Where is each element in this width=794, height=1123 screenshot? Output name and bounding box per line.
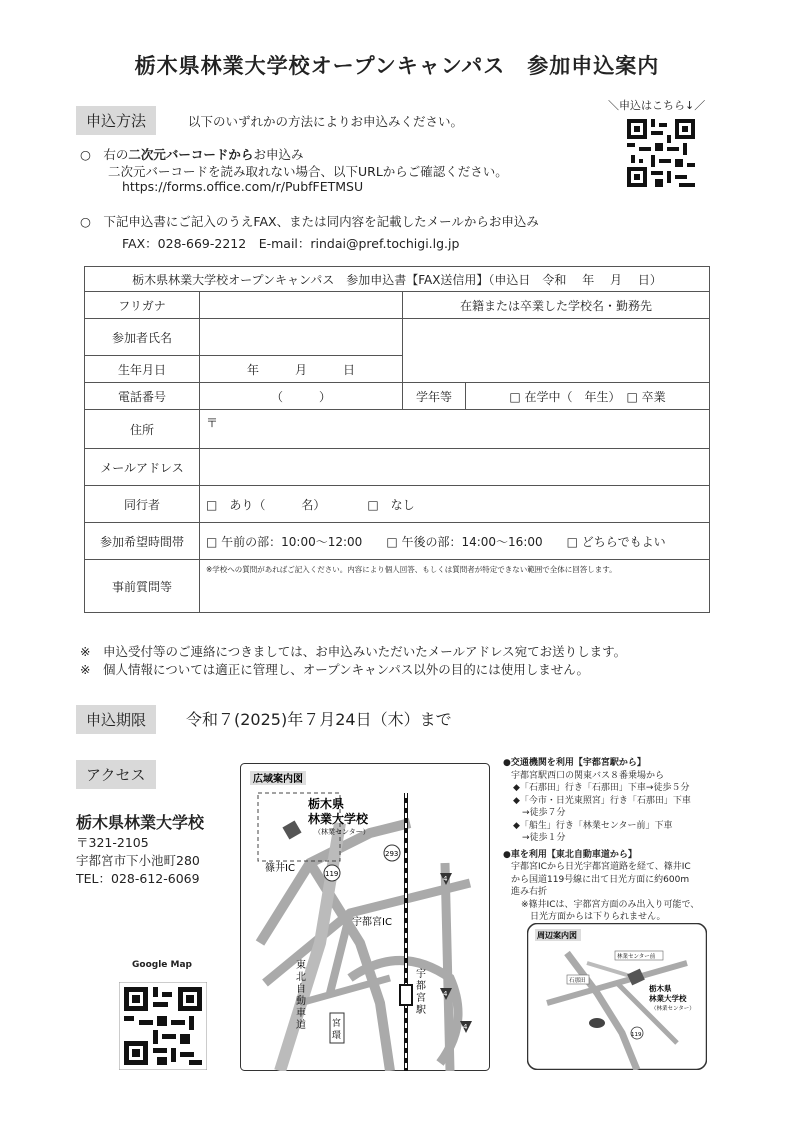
- name-field[interactable]: [200, 319, 403, 356]
- google-map-qr-code[interactable]: [119, 982, 207, 1070]
- car-title: ●車を利用【東北自動車道から】: [503, 849, 637, 860]
- wide-map-utsunomiya-ic: 宇都宮IC: [352, 917, 392, 928]
- transit-line-1: 宇都宮駅西口の関東バス８番乗場から: [511, 770, 665, 781]
- wide-map-route-4b: 4: [443, 990, 448, 998]
- time-label: 参加希望時間帯: [85, 523, 200, 560]
- local-map-route: 119: [631, 1032, 642, 1038]
- option1-bold: 二次元バーコードから: [128, 147, 254, 162]
- local-map-title: 周辺案内図: [537, 931, 577, 940]
- apply-option-qr: [80, 145, 303, 163]
- deadline-label: 申込期限: [76, 705, 156, 734]
- email-label: メールアドレス: [85, 449, 200, 486]
- local-area-map: [527, 923, 707, 1070]
- apply-option-fax: ○ 下記申込書にご記入のうえFAX、または同内容を記載したメールからお申込み: [80, 214, 539, 229]
- transit-line-3: ◆「今市・日光東照宮」行き「石那田」下車: [513, 795, 691, 806]
- local-map-school-line2: 林業大学校: [649, 994, 687, 1003]
- car-line-4: ※篠井ICは、宇都宮方面のみ出入り可能で、: [521, 899, 700, 910]
- address-label: 住所: [85, 410, 200, 449]
- qr-caption: ＼申込はこちら↓／: [608, 99, 706, 112]
- access-label: アクセス: [76, 760, 156, 789]
- address-field[interactable]: 〒: [200, 410, 710, 449]
- companion-field[interactable]: □ あり（ 名） □ なし: [200, 486, 710, 523]
- google-map-caption: Google Map: [132, 960, 192, 970]
- school-field[interactable]: [403, 319, 710, 383]
- school-name: 栃木県林業大学校: [76, 813, 205, 832]
- companion-label: 同行者: [85, 486, 200, 523]
- wide-map-school-line1: 栃木県: [308, 797, 345, 811]
- car-line-1: 宇都宮ICから日光宇都宮道路を経て、篠井IC: [511, 862, 691, 872]
- wide-map-shinoi-ic: 篠井IC: [265, 863, 295, 874]
- apply-method-label: 申込方法: [76, 106, 156, 135]
- wide-map-school-sub: （林業センター）: [314, 828, 370, 836]
- form-header: 栃木県林業大学校オープンキャンパス 参加申込書【FAX送信用】（申込日 令和 年 月 日）: [85, 267, 710, 292]
- note-contact: ※ 申込受付等のご連絡につきましては、お申込みいただいたメールアドレス宛てお送りします。: [80, 644, 627, 659]
- school-address: 宇都宮市下小池町280: [76, 853, 200, 868]
- transit-line-6: →徒歩１分: [513, 833, 566, 843]
- apply-option-qr-note: 二次元バーコードを読み取れない場合、以下URLからご確認ください。: [108, 164, 508, 179]
- wide-map-ring: 宮環: [332, 1019, 342, 1041]
- local-map-center-front: 林業センター前: [617, 954, 656, 960]
- application-form-table: [84, 266, 710, 613]
- car-line-5: 日光方面からは下りられません。: [521, 912, 666, 922]
- school-tel: TEL：028-612-6069: [76, 871, 200, 886]
- phone-field[interactable]: （ ）: [200, 383, 403, 410]
- wide-map-school-line2: 林業大学校: [308, 812, 369, 826]
- grade-field[interactable]: □ 在学中（ 年生） □ 卒業: [466, 383, 710, 410]
- option1-prefix: ○ 右の: [80, 147, 129, 162]
- wide-map-route-4a: 4: [443, 875, 448, 883]
- wide-map-route-119: 119: [325, 870, 339, 878]
- question-label: 事前質問等: [85, 560, 200, 613]
- furigana-field[interactable]: [200, 292, 403, 319]
- deadline-text: 令和７(2025)年７月24日（木）まで: [186, 710, 452, 729]
- wide-map-route-293: 293: [385, 850, 399, 858]
- transit-line-2: ◆「石那田」行き「石那田」下車→徒歩５分: [513, 783, 690, 793]
- apply-form-url[interactable]: https://forms.office.com/r/PubfFETMSU: [122, 179, 364, 194]
- name-label: 参加者氏名: [85, 319, 200, 356]
- question-field[interactable]: ※学校への質問があればご記入ください。内容により個人回答、もしくは質問者が特定できない範囲で全体に回答します。: [200, 560, 710, 613]
- wide-map-station: 宇都宮駅: [416, 969, 426, 1016]
- transit-line-4: →徒歩７分: [513, 808, 566, 818]
- furigana-label: フリガナ: [85, 292, 200, 319]
- apply-intro: 以下のいずれかの方法によりお申込みください。: [188, 114, 464, 129]
- birth-field[interactable]: 年 月 日: [200, 356, 403, 383]
- local-map-school-line1: 栃木県: [649, 984, 672, 993]
- local-map-school-sub: （林業センター）: [651, 1006, 695, 1012]
- option1-suffix: お申込み: [253, 147, 304, 162]
- school-header: 在籍または卒業した学校名・勤務先: [403, 292, 710, 319]
- access-info: [503, 757, 699, 924]
- wide-map-route-4c: 4: [463, 1023, 468, 1031]
- birth-label: 生年月日: [85, 356, 200, 383]
- wide-map-title: 広域案内図: [253, 774, 303, 785]
- grade-label: 学年等: [403, 383, 466, 410]
- page-title: 栃木県林業大学校オープンキャンパス 参加申込案内: [134, 54, 660, 78]
- transit-title: ●交通機関を利用【宇都宮駅から】: [503, 758, 646, 768]
- wide-area-map: [240, 763, 490, 1071]
- transit-line-5: ◆「船生」行き「林業センター前」下車: [513, 820, 673, 831]
- fax-email-contact: FAX：028-669-2212 E-mail：rindai@pref.tochigi.lg.jp: [122, 236, 460, 251]
- car-line-2: から国道119号線に出て日光方面に約600m: [511, 874, 690, 885]
- note-privacy: ※ 個人情報については適正に管理し、オープンキャンパス以外の目的には使用しません。: [80, 662, 589, 677]
- time-field[interactable]: □ 午前の部：10:00～12:00 □ 午後の部：14:00～16:00 □ どちらでもよい: [200, 523, 710, 560]
- car-line-3: 進み右折: [511, 887, 548, 897]
- apply-qr-code[interactable]: [623, 115, 699, 191]
- school-postal: 〒321-2105: [76, 835, 149, 850]
- phone-label: 電話番号: [85, 383, 200, 410]
- email-field[interactable]: [200, 449, 710, 486]
- local-map-ishinada: 石那田: [569, 978, 586, 984]
- wide-map-expressway: 東北自動車道: [296, 960, 306, 1031]
